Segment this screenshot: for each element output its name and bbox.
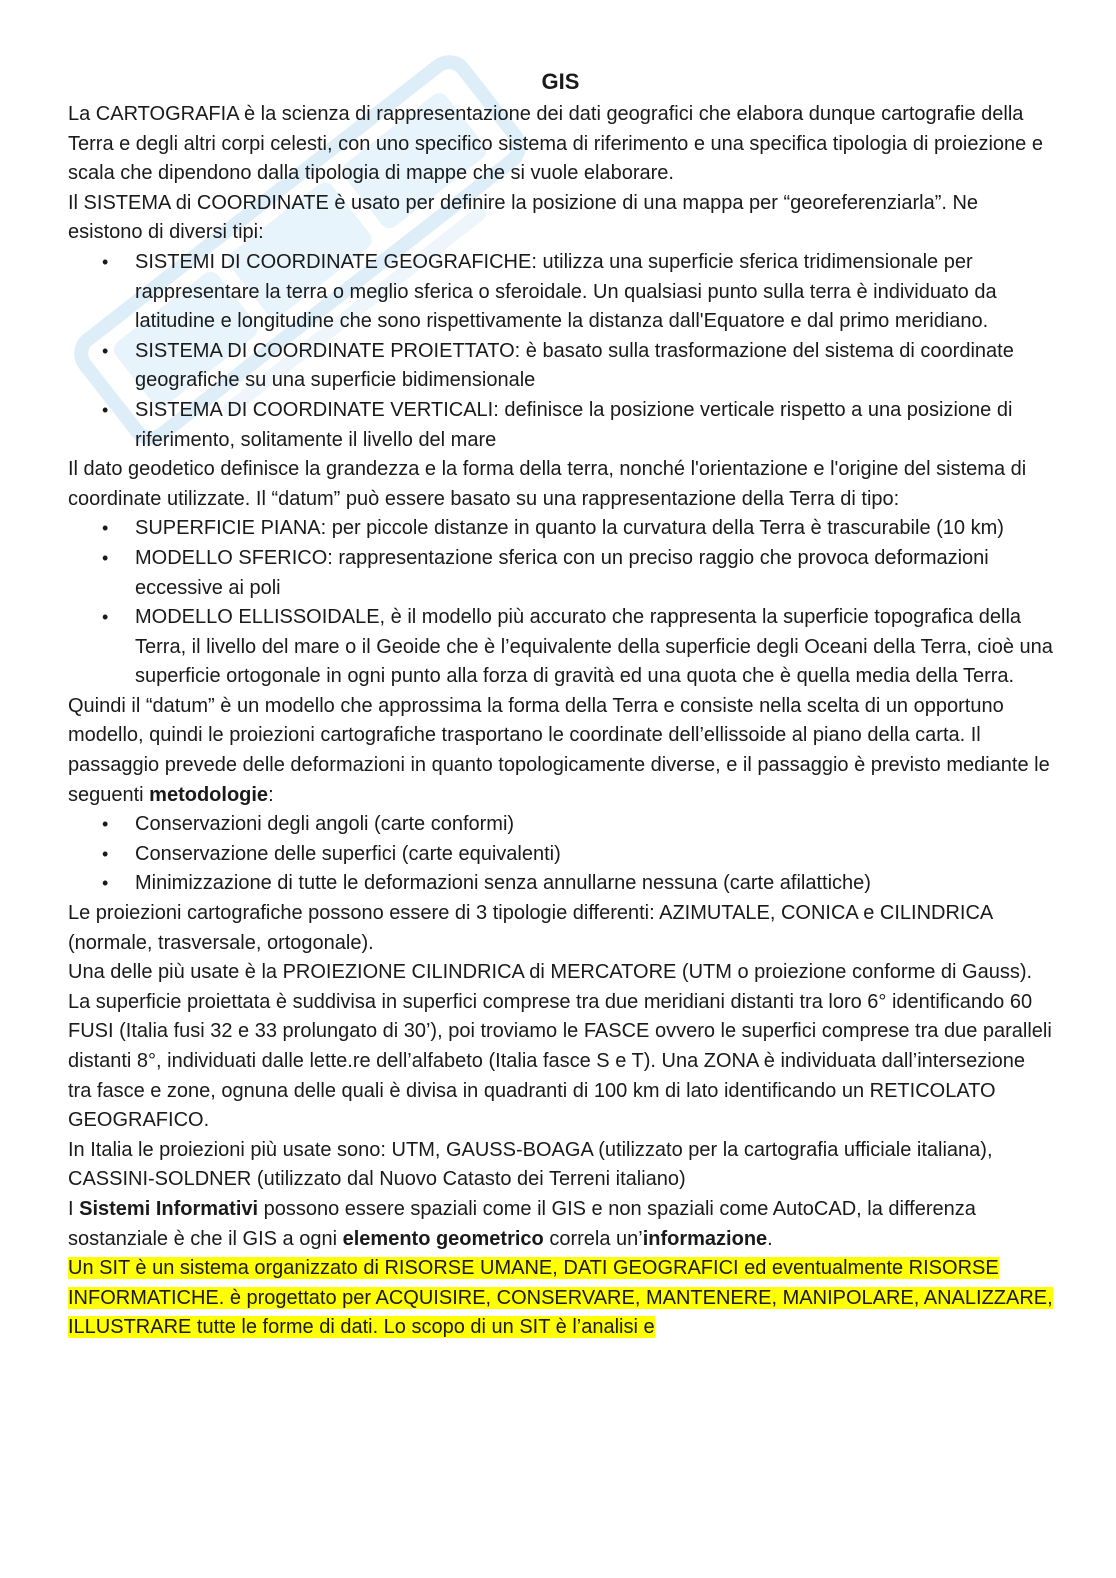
highlighted-text: Un SIT è un sistema organizzato di RISORSE UMANE, DATI GEOGRAFICI ed eventualmente RISORSE INFORMATICHE. è progettato per ACQUISIRE, CONSERVARE, MANTENERE, MANIPOLARE, ANALIZZARE, ILLUSTRARE tutte le forme di dati. Lo scopo di un SIT è l’analisi e bbox=[68, 1257, 1053, 1339]
list-item: • MODELLO SFERICO: rappresentazione sferica con un preciso raggio che provoca deformazioni eccessive ai poli bbox=[135, 544, 1053, 603]
list-item: • Conservazione delle superfici (carte equivalenti) bbox=[135, 840, 1053, 870]
list-item: • MODELLO ELLISSOIDALE, è il modello più accurato che rappresenta la superficie topografica della Terra, il livello del mare o il Geoide che è l’equivalente della superficie degli Oceani della Terra, cioè una superficie ortogonale in ogni punto alla forza di gravità ed una quota che è quella media della Terra. bbox=[135, 603, 1053, 692]
list-item: • SUPERFICIE PIANA: per piccole distanze in quanto la curvatura della Terra è trascurabile (10 km) bbox=[135, 514, 1053, 544]
paragraph-sistemi-informativi: I Sistemi Informativi possono essere spaziali come il GIS e non spaziali come AutoCAD, la differenza sostanziale è che il GIS a ogni elemento geometrico correla un’informazione. bbox=[68, 1197, 976, 1250]
list-item: • Minimizzazione di tutte le deformazioni senza annullarne nessuna (carte afilattiche) bbox=[135, 869, 1053, 899]
list-item: • SISTEMI DI COORDINATE GEOGRAFICHE: utilizza una superficie sferica tridimensionale per rappresentare la terra o meglio sferica o sferoidale. Un qualsiasi punto sulla terra è individuato da latitudine e longitudine che sono rispettivamente la distanza dall'Equatore e dal primo meridiano. bbox=[135, 248, 1053, 337]
paragraph-datum: Quindi il “datum” è un modello che approssima la forma della Terra e consiste nella scelta di un opportuno modello, quindi le proiezioni cartografiche trasportano le coordinate dell’ellissoide al piano della carta. Il passaggio prevede delle deformazioni in quanto topologicamente diverse, e il passaggio è previsto mediante le seguenti metodologie: bbox=[68, 694, 1050, 806]
paragraph-dato-geodetico: Il dato geodetico definisce la grandezza e la forma della terra, nonché l'orientazione e l'origine del sistema di coordinate utilizzate. Il “datum” può essere basato su una rappresentazione della Terra di tipo: bbox=[68, 458, 1027, 510]
datum-models-list bbox=[68, 514, 1053, 692]
list-item: • SISTEMA DI COORDINATE VERTICALI: definisce la posizione verticale rispetto a una posizione di riferimento, solitamente il livello del mare bbox=[135, 396, 1053, 455]
paragraph-mercatore: Una delle più usate è la PROIEZIONE CILINDRICA di MERCATORE (UTM o proiezione conforme di Gauss). La superficie proiettata è suddivisa in superfici comprese tra due meridiani distanti tra loro 6° identificando 60 FUSI (Italia fusi 32 e 33 prolungato di 30’), poi troviamo le FASCE ovvero le superfici comprese tra due paralleli distanti 8°, individuati dalle lette.re dell’alfabeto (Italia fasce S e T). Una ZONA è individuata dall’intersezione tra fasce e zone, ognuna delle quali è divisa in quadranti di 100 km di lato identificando un RETICOLATO GEOGRAFICO. bbox=[68, 961, 1052, 1132]
list-item: • Conservazioni degli angoli (carte conformi) bbox=[135, 810, 1053, 840]
paragraph-sistema-coordinate: Il SISTEMA di COORDINATE è usato per definire la posizione di una mappa per “georeferenziarla”. Ne esistono di diversi tipi: bbox=[68, 191, 979, 244]
paragraph-sit-highlighted bbox=[68, 1254, 1053, 1343]
paragraph-proiezioni: Le proiezioni cartografiche possono essere di 3 tipologie differenti: AZIMUTALE, CONICA e CILINDRICA (normale, trasversale, ortogonale). bbox=[68, 902, 993, 954]
document-body bbox=[68, 66, 1053, 1343]
list-item: • SISTEMA DI COORDINATE PROIETTATO: è basato sulla trasformazione del sistema di coordinate geografiche su una superficie bidimensionale bbox=[135, 337, 1053, 396]
paragraph-cartografia: La CARTOGRAFIA è la scienza di rappresentazione dei dati geografici che elabora dunque cartografie della Terra e degli altri corpi celesti, con uno specifico sistema di riferimento e una specifica tipologia di proiezione e scala che dipendono dalla tipologia di mappe che si vuole elaborare. bbox=[68, 103, 1043, 185]
paragraph-italia: In Italia le proiezioni più usate sono: UTM, GAUSS-BOAGA (utilizzato per la cartografia ufficiale italiana), CASSINI-SOLDNER (utilizzato dal Nuovo Catasto dei Terreni italiano) bbox=[68, 1138, 993, 1191]
coordinate-systems-list bbox=[68, 248, 1053, 455]
methodologies-list bbox=[68, 810, 1053, 899]
page-title: GIS bbox=[541, 69, 580, 94]
